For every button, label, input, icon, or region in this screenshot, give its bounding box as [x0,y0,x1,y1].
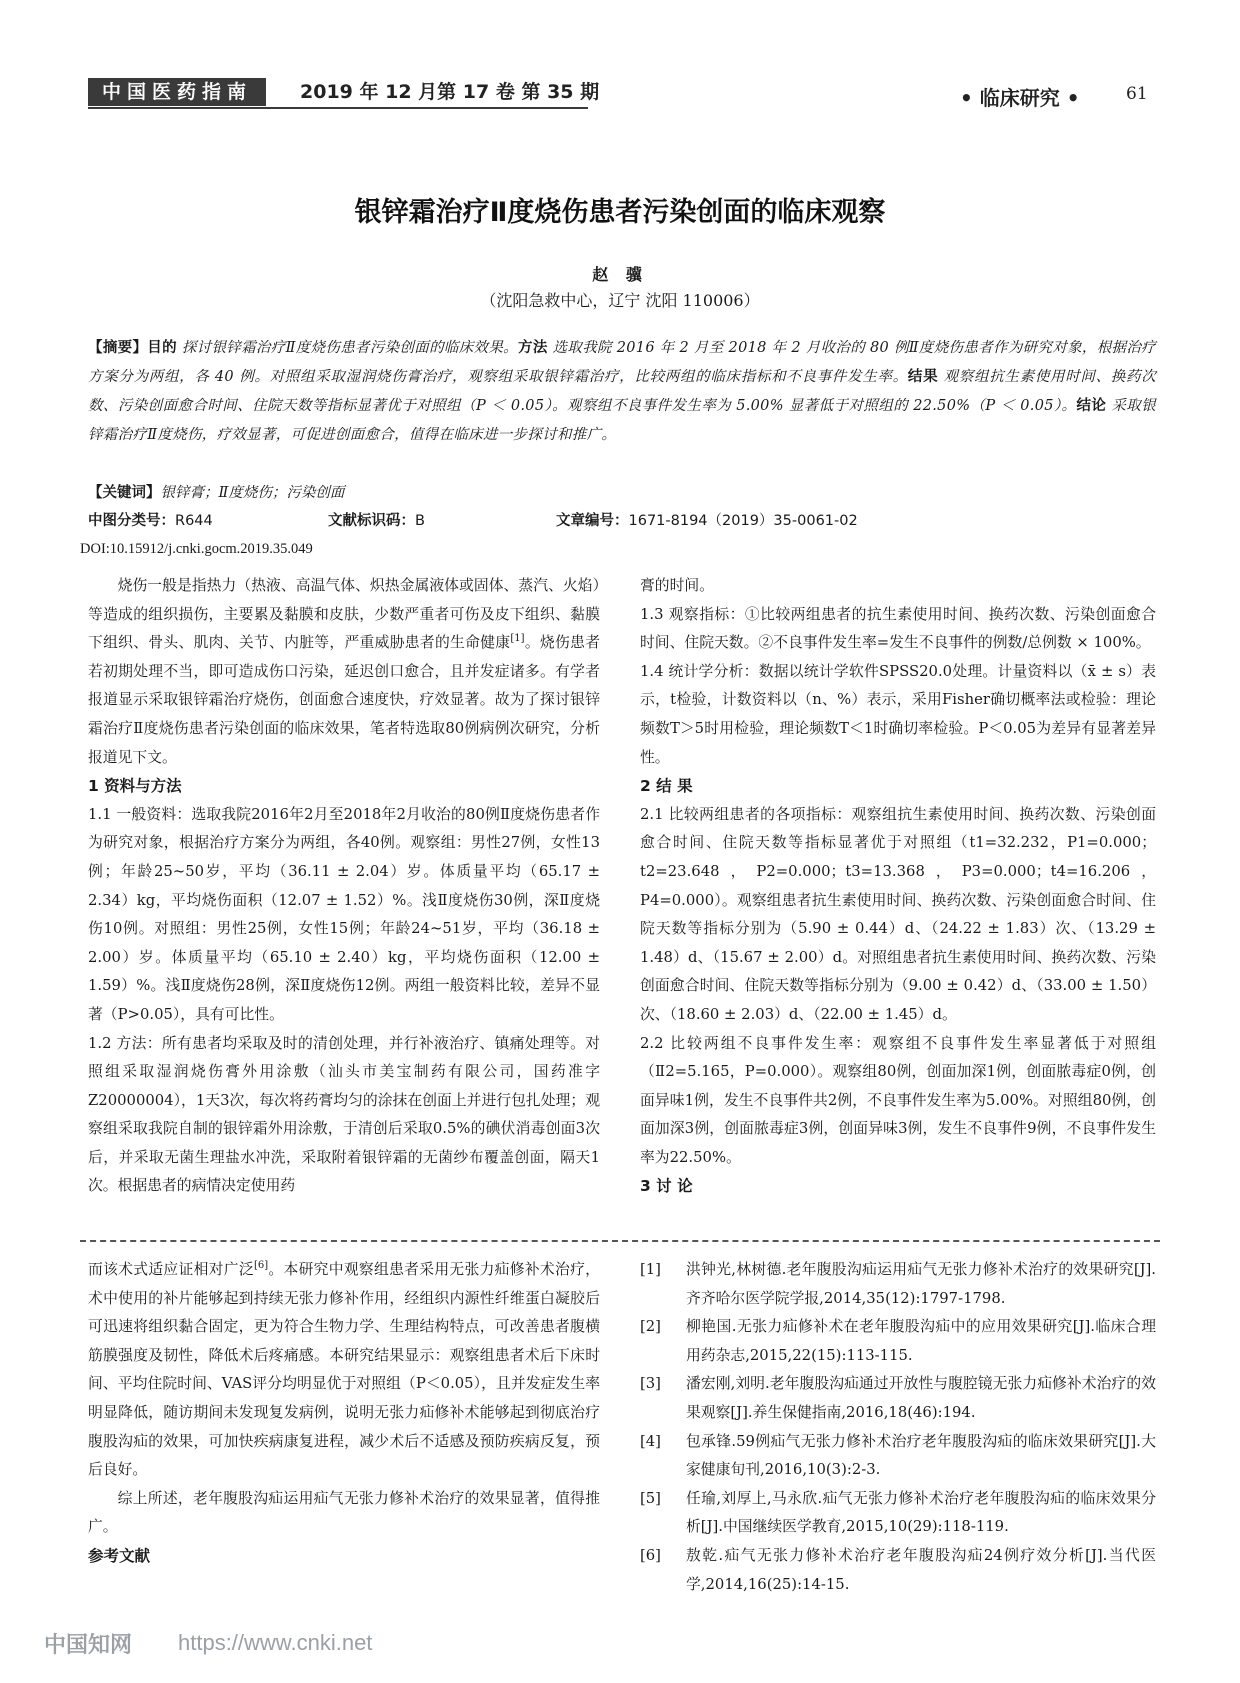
section-heading-discussion: 3 讨 论 [640,1177,693,1196]
clc-value: R644 [175,513,213,529]
reference-item [640,1542,1156,1599]
subsection-2-1: 2.1 比较两组患者的各项指标：观察组抗生素使用时间、换药次数、污染创面愈合时间、住院天数等指标显著优于对照组（t1=32.232，P1=0.000；t2=23.648，P2=0.000；t3=13.368，P3=0.000；t4=16.206，P4=0.000）。观察组患者抗生素使用时间、换药次数、污染创面愈合时间、住院天数等指标分别为（5.90 ± 0.44）d、（24.22 ± 1.83）次、（13.29 ± 1.48）d、（15.67 ± 2.00）d。对照组患者抗生素使用时间、换药次数、污染创面愈合时间、住院天数等指标分别为（9.00 ± 0.42）d、（33.00 ± 1.50）次、（18.60 ± 2.03）d、（22.00 ± 1.45）d。 [640,805,1156,1023]
reference-text: 敖乾.疝气无张力修补术治疗老年腹股沟疝24例疗效分析[J].当代医学,2014,16(25):14-15. [686,1546,1156,1593]
conclusion-label: 结论 [1076,398,1107,414]
subsection-2-2: 2.2 比较两组不良事件发生率：观察组不良事件发生率显著低于对照组（Ⅱ2=5.165，P=0.000）。观察组80例，创面加深1例，创面脓毒症0例，创面异味1例，发生不良事件共2例，不良事件发生率为5.00%。对照组80例，创面加深3例，创面脓毒症3例，创面异味3例，发生不良事件9例，不良事件发生率为22.50%。 [640,1034,1156,1166]
page-number: 61 [1126,84,1148,104]
keywords [88,480,1156,507]
abstract-label: 【摘要】 [88,340,148,356]
subsection-1-2: 1.2 方法：所有患者均采取及时的清创处理，并行补液治疗、镇痛处理等。对照组采取湿润烧伤膏外用涂敷（汕头市美宝制药有限公司，国药准字Z20000004），1天3次，每次将药膏均匀的涂抹在创面上并进行包扎处理；观察组采取我院自制的银锌霜外用涂敷，于清创后采取0.5%的碘伏消毒创面3次后，并采取无菌生理盐水冲洗，采取附着银锌霜的无菌纱布覆盖创面，隔天1次。根据患者的病情决定使用药 [88,1034,600,1195]
citation: [1] [510,633,525,645]
cnki-url[interactable]: https://www.cnki.net [178,1630,373,1655]
affiliation: （沈阳急救中心，辽宁 沈阳 110006） [480,291,760,310]
section-label: • 临床研究 • [960,86,1080,110]
doc-code [328,508,425,535]
keywords-label: 【关键词】 [88,485,161,501]
intro-paragraph [88,572,600,772]
reference-text: 潘宏刚,刘明.老年腹股沟疝通过开放性与腹腔镜无张力疝修补术治疗的效果观察[J].养生保健指南,2016,18(46):194. [686,1375,1156,1421]
subsection-1-4: 1.4 统计学分析：数据以统计学软件SPSS20.0处理。计量资料以（x̄ ± s）表示，t检验，计数资料以（n、%）表示，采用Fisher确切概率法或检验：理论频数T＞5时用检验，理论频数T＜1时确切率检验。P＜0.05为差异有显著差异性。 [640,662,1156,766]
reference-number: [2] [640,1318,661,1336]
doc-label: 文献标识码： [328,513,415,529]
clc-number [88,508,213,535]
reference-number: [1] [640,1261,661,1278]
abstract [88,334,1156,450]
lower-left-column [88,1256,600,1571]
body-right-column [640,572,1156,1201]
references-heading: 参考文献 [88,1546,151,1565]
reference-text: 包承锋.59例疝气无张力修补术治疗老年腹股沟疝的临床效果研究[J].大家健康旬刊,2016,10(3):2-3. [686,1432,1156,1479]
discussion-text-cont: 。本研究中观察组患者采用无张力疝修补术治疗，术中使用的补片能够起到持续无张力修补作用，经组织内源性纤维蛋白凝胶后可迅速将组织黏合固定，更为符合生物力学、生理结构特点，可改善患者腹横筋膜强度及韧性，降低术后疼痛感。本研究结果显示：观察组患者术后下床时间、平均住院时间、VAS评分均明显优于对照组（P＜0.05），且并发症发生率明显降低，随访期间未发现复发病例，说明无张力疝修补术能够起到彻底治疗腹股沟疝的效果，可加快疾病康复进程，减少术后不适感及预防疾病反复，预后良好。 [88,1261,600,1479]
doc-value: B [415,513,425,529]
reference-item [640,1313,1156,1370]
reference-item [640,1485,1156,1542]
subsection-1-1: 1.1 一般资料：选取我院2016年2月至2018年2月收治的80例Ⅱ度烧伤患者作为研究对象，根据治疗方案分为两组，各40例。观察组：男性27例，女性13例；年龄25~50岁，平均（36.11 ± 2.04）岁。体质量平均（65.17 ± 2.34）kg，平均烧伤面积（12.07 ± 1.52）%。浅Ⅱ度烧伤30例，深Ⅱ度烧伤10例。对照组：男性25例，女性15例；年龄24~51岁，平均（36.18 ± 2.00）岁。体质量平均（65.10 ± 2.40）kg，平均烧伤面积（12.00 ± 1.59）%。浅Ⅱ度烧伤28例，深Ⅱ度烧伤12例。两组一般资料比较，差异不显著（P>0.05），具有可比性。 [88,805,600,1023]
article-title: 银锌霜治疗Ⅱ度烧伤患者污染创面的临床观察 [354,197,886,228]
reference-item [640,1370,1156,1427]
reference-list [640,1256,1156,1599]
reference-text: 柳艳国.无张力疝修补术在老年腹股沟疝中的应用效果研究[J].临床合理用药杂志,2015,22(15):113-115. [686,1318,1156,1364]
subsection-1-3: 1.3 观察指标：①比较两组患者的抗生素使用时间、换药次数、污染创面愈合时间、住院天数。②不良事件发生率=发生不良事件的例数/总例数 × 100%。 [640,605,1156,652]
result-text: 观察组抗生素使用时间、换药次数、污染创面愈合时间、住院天数等指标显著优于对照组（P ＜ 0.05）。观察组不良事件发生率为 5.00% 显著低于对照组的 22.50%（P ＜ 0.05）。 [88,369,1156,414]
subsection-1-2-cont: 膏的时间。 [640,577,714,594]
conclusion-text: 采取银锌霜治疗Ⅱ度烧伤，疗效显著，可促进创面愈合，值得在临床进一步探讨和推广。 [88,398,1156,443]
author: 赵 骥 [592,265,648,284]
journal-issue: 2019 年 12 月第 17 卷 第 35 期 [300,81,600,103]
reference-number: [3] [640,1375,661,1393]
journal-name: 中国医药指南 [88,78,266,106]
intro-text: 烧伤一般是指热力（热液、高温气体、炽热金属液体或固体、蒸汽、火焰）等造成的组织损伤，主要累及黏膜和皮肤，少数严重者可伤及皮下组织、黏膜下组织、骨头、肌肉、关节、内脏等，严重威胁患者的生命健康 [88,577,600,652]
method-text: 选取我院 2016 年 2 月至 2018 年 2 月收治的 80 例Ⅱ度烧伤患者作为研究对象，根据治疗方案分为两组，各 40 例。对照组采取湿润烧伤膏治疗，观察组采取银锌霜治疗，比较两组的临床指标和不良事件发生率。 [88,340,1156,385]
citation: [6] [253,1260,269,1272]
discussion-text: 而该术式适应证相对广泛 [88,1261,254,1278]
reference-item [640,1428,1156,1485]
article-number [556,508,858,535]
doi: DOI:10.15912/j.cnki.gocm.2019.35.049 [80,541,313,557]
cnki-logo: 中国知网 [44,1633,133,1658]
method-label: 方法 [518,340,548,356]
reference-text: 洪钟光,林树德.老年腹股沟疝运用疝气无张力修补术治疗的效果研究[J].齐齐哈尔医学院学报,2014,35(12):1797-1798. [686,1261,1156,1307]
clc-label: 中图分类号： [88,513,175,529]
reference-number: [4] [640,1432,661,1450]
intro-text-cont: 。烧伤患者若初期处理不当，即可造成伤口污染，延迟创口愈合，且并发症诸多。有学者报道显示采取银锌霜治疗烧伤，创面愈合速度快，疗效显著。故为了探讨银锌霜治疗Ⅱ度烧伤患者污染创面的临床效果，笔者特选取80例病例次研究，分析报道见下文。 [88,634,600,766]
article-no-value: 1671-8194（2019）35-0061-02 [628,513,858,529]
section-heading-results: 2 结 果 [640,777,693,796]
keywords-text: 银锌膏；Ⅱ度烧伤；污染创面 [160,485,345,501]
section-heading-methods: 1 资料与方法 [88,777,182,796]
objective-label: 目的 [147,340,177,356]
discussion-paragraph [88,1256,600,1485]
reference-item [640,1256,1156,1313]
result-label: 结果 [907,369,939,385]
article-no-label: 文章编号： [556,513,629,529]
reference-text: 任瑜,刘厚上,马永欣.疝气无张力修补术治疗老年腹股沟疝的临床效果分析[J].中国继续医学教育,2015,10(29):118-119. [686,1489,1156,1536]
summary-paragraph: 综上所述，老年腹股沟疝运用疝气无张力修补术治疗的效果显著，值得推广。 [88,1489,600,1536]
separator-dashed-line [80,1240,1160,1242]
header-rule [88,107,588,109]
reference-number: [5] [640,1489,661,1507]
objective-text: 探讨银锌霜治疗Ⅱ度烧伤患者污染创面的临床效果。 [176,340,518,356]
reference-number: [6] [640,1546,661,1564]
body-left-column [88,572,600,1201]
